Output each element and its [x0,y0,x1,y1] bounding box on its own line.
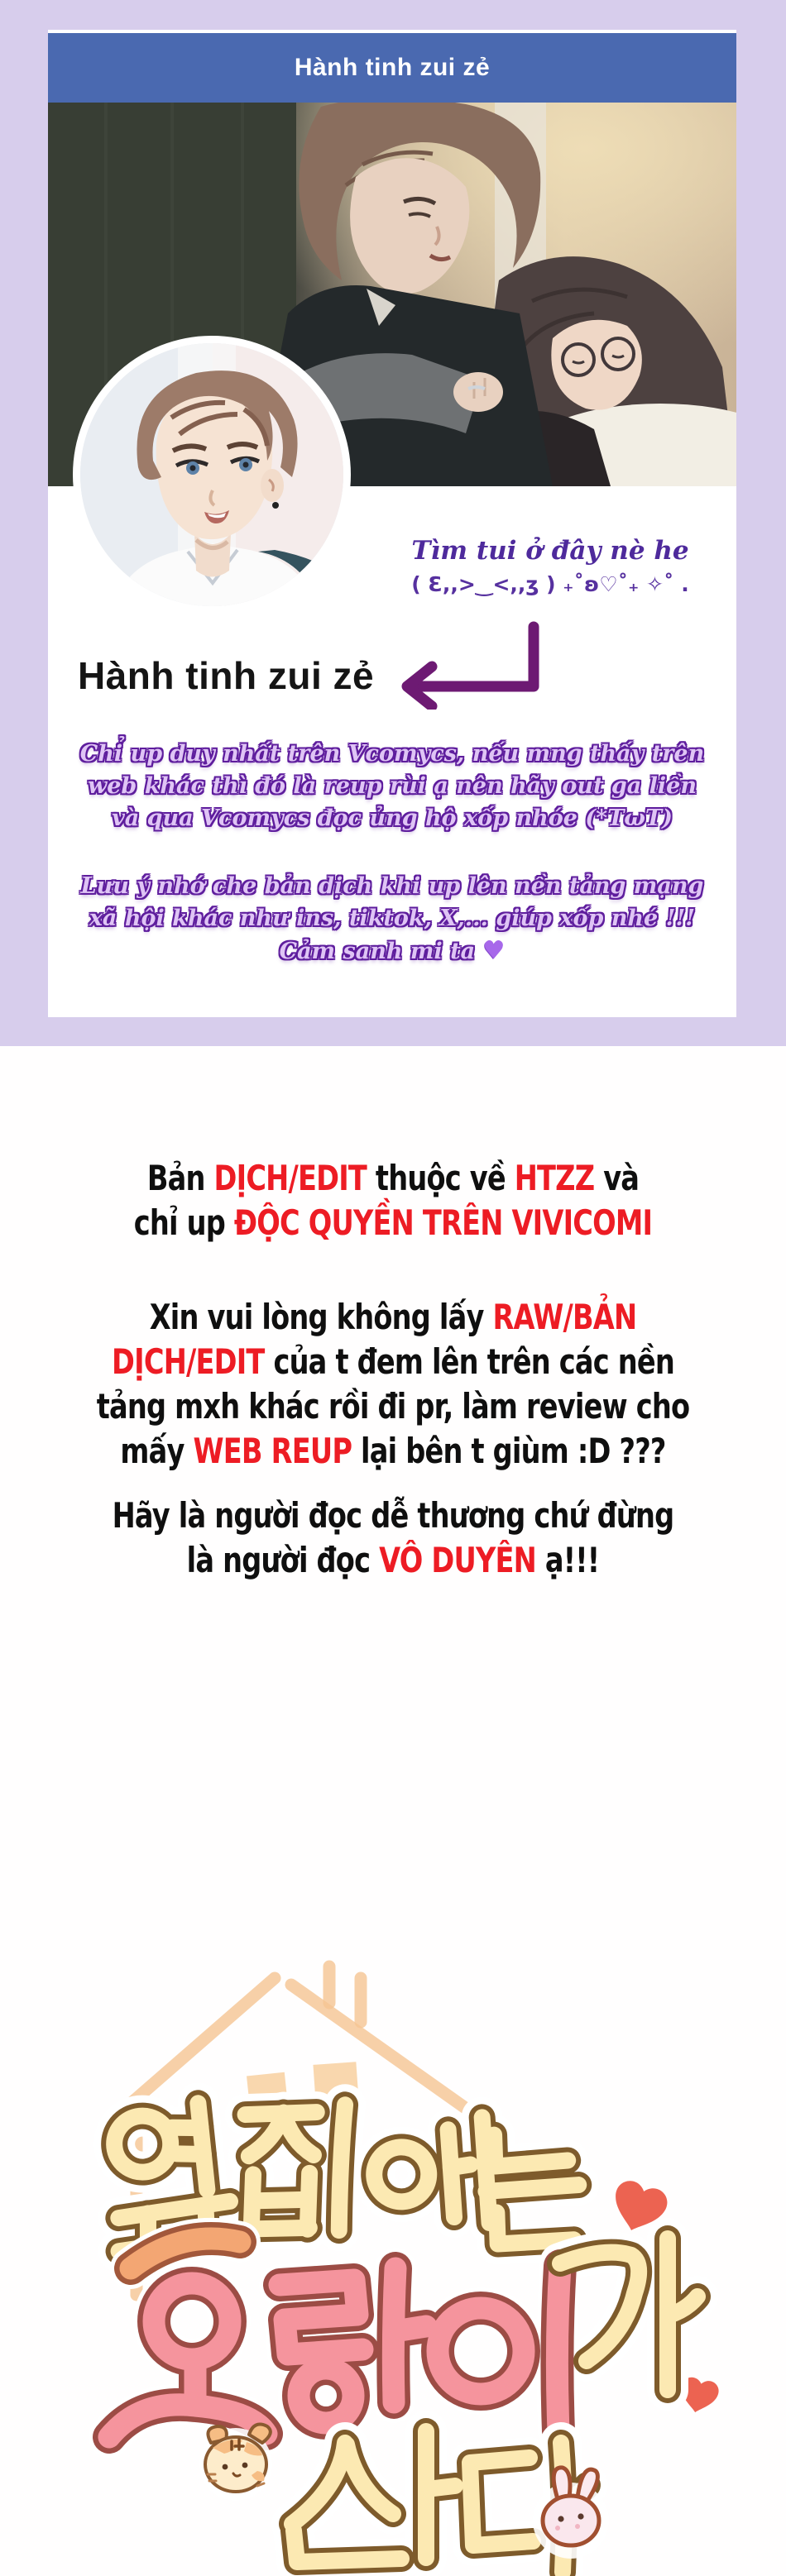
translator-profile-section [0,0,786,1046]
disclaimer-line: Xin vui lòng không lấy RAW/BẢN [149,1297,637,1337]
kaomoji-text: ( Ɛ,,>‿<,,ʒ ) ₊˚ʚ♡˚₊ ✧˚ . [411,572,689,596]
cover-note [48,870,736,968]
disclaimer-line: Hãy là người đọc dễ thương chứ đừng [112,1495,674,1536]
note-line: và qua Vcomycs đọc ủng hộ xốp nhóe (*TωT) [112,805,673,831]
note-line: xã hội khác như ins, tiktok, X,... giúp xốp nhé !!! [89,906,696,931]
profile-header-bar [48,33,736,103]
profile-avatar[interactable] [73,336,351,614]
exclusive-note [48,738,736,834]
series-title-logo [0,1927,786,2576]
purple-heart-icon: ♥ [482,936,506,965]
translator-profile-card [48,30,736,1017]
thanks-line: Cảm sanh mi ta ♥ [279,936,506,965]
tiger-face-icon [199,2425,272,2501]
disclaimer-line: tảng mxh khác rồi đi pr, làm review cho [96,1386,690,1427]
disclaimer-line: DỊCH/EDIT của t đem lên trên các nền [112,1341,674,1382]
profile-header-title: Hành tinh zui zẻ [294,54,491,81]
disclaimer-line: chỉ up ĐỘC QUYỀN TRÊN VIVICOMI [133,1202,653,1243]
avatar-illustration [80,343,343,606]
no-repost-disclaimer [79,1295,707,1474]
disclaimer-line: Bản DỊCH/EDIT thuộc về HTZZ và [146,1158,640,1198]
note-line: Chỉ up duy nhất trên Vcomycs, nếu mng thấy trên [79,741,705,767]
curved-arrow-icon [389,619,554,710]
note-line: web khác thì đó là reup rùi ạ nên hãy out ga liền [88,773,697,799]
title-line-2 [109,2239,697,2437]
note-line: Lưu ý nhớ che bản dịch khi up lên nền tảng mạng [80,873,704,899]
find-me-note [372,536,728,596]
kind-reader-disclaimer [79,1494,707,1583]
disclaimer-line: là người đọc VÔ DUYÊN ạ!!! [186,1540,600,1580]
disclaimer-line: mấy WEB REUP lại bên t giùm :D ??? [120,1431,666,1471]
profile-display-name: Hành tinh zui zẻ [78,654,375,697]
korean-title-art [0,1927,786,2576]
find-me-label: Tìm tui ở đây nè he [411,536,689,566]
ownership-disclaimer [79,1156,707,1245]
